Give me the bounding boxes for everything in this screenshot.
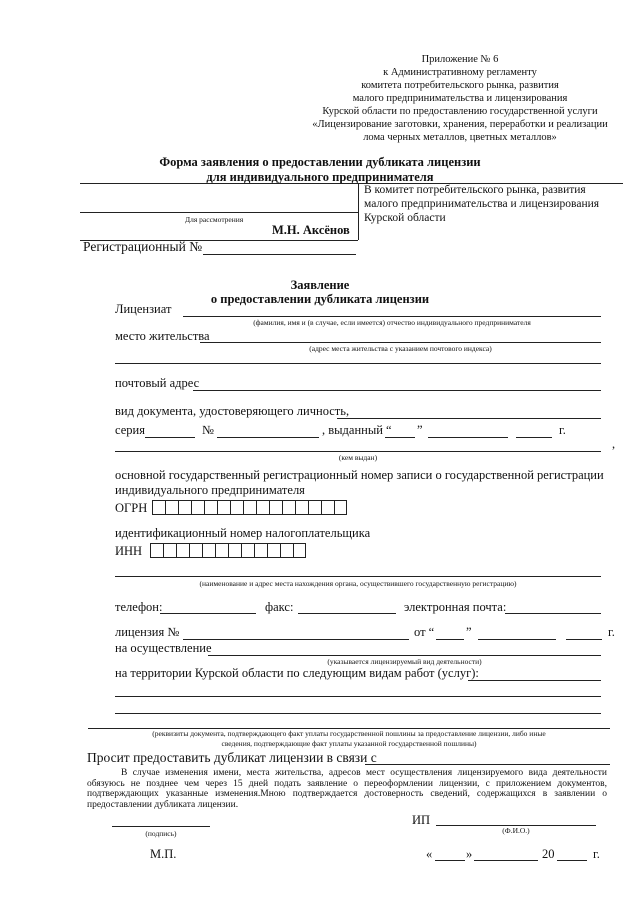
appendix-line: «Лицензирование заготовки, хранения, переработки и реализации [312, 119, 608, 130]
number-line[interactable] [217, 437, 319, 438]
payment-caption: (реквизиты документа, подтверждающего факт уплаты государственной пошлины за предоставление лицензии, либо иные [152, 729, 546, 738]
reg-authority-line[interactable] [115, 576, 601, 577]
activity-caption: (указывается лицензируемый вид деятельности) [327, 657, 482, 666]
form-subtitle: для индивидуального предпринимателя [206, 170, 434, 184]
email-line[interactable] [505, 613, 601, 614]
appendix-line: Курской области по предоставлению государственной услуги [322, 106, 598, 117]
date-year-suffix: г. [593, 847, 600, 861]
ogrn-cell[interactable] [178, 500, 191, 515]
ogrn-cell[interactable] [295, 500, 308, 515]
payment-caption: сведения, подтверждающие факт уплаты указанной государственной пошлины) [221, 739, 477, 748]
phone-line[interactable] [160, 613, 256, 614]
license-day-line[interactable] [436, 639, 464, 640]
email-label: электронная почта: [404, 600, 507, 614]
territory-line[interactable] [468, 680, 601, 681]
date-day-line[interactable] [435, 860, 465, 861]
postal-label: почтовый адрес [115, 376, 200, 390]
statement-title: Заявление [290, 278, 350, 292]
inn-cell[interactable] [189, 543, 202, 558]
inn-cell[interactable] [293, 543, 306, 558]
ogrn-cell[interactable] [243, 500, 256, 515]
license-year: г. [608, 625, 615, 639]
territory-line-2[interactable] [115, 696, 601, 697]
ip-label: ИП [412, 813, 431, 827]
issued-by-comma: , [612, 437, 616, 451]
inn-cell[interactable] [215, 543, 228, 558]
licensee-caption: (фамилия, имя и (в случае, если имеется) отчество индивидуального предпринимателя [253, 318, 531, 327]
fax-line[interactable] [298, 613, 396, 614]
id-doc-label: вид документа, удостоверяющего личность, [115, 404, 350, 418]
appendix-line: комитета потребительского рынка, развития [361, 80, 559, 91]
activity-line[interactable] [208, 655, 601, 656]
license-number-line[interactable] [183, 639, 409, 640]
ogrn-cell[interactable] [165, 500, 178, 515]
request-label: Просит предоставить дубликат лицензии в связи с [87, 750, 377, 765]
issued-day-line[interactable] [385, 437, 415, 438]
appendix-line: малого предпринимательства и лицензирования [352, 93, 568, 104]
ogrn-cell[interactable] [334, 500, 347, 515]
consideration-label: Для рассмотрения [185, 215, 244, 224]
territory-line-3[interactable] [115, 713, 601, 714]
signature-caption: (подпись) [145, 829, 177, 838]
request-line[interactable] [365, 764, 610, 765]
issued-label: , выданный “ [322, 423, 392, 437]
issued-by-caption: (кем выдан) [338, 453, 378, 462]
postal-line[interactable] [193, 390, 601, 391]
appendix-line: лома черных металлов, цветных металлов» [363, 132, 557, 143]
inn-cell[interactable] [176, 543, 189, 558]
form-title: Форма заявления о предоставлении дубликата лицензии [159, 155, 481, 169]
ogrn-cell[interactable] [321, 500, 334, 515]
registration-number-line[interactable] [203, 254, 356, 255]
inn-cell[interactable] [228, 543, 241, 558]
ogrn-cell[interactable] [256, 500, 269, 515]
addressee-line: малого предпринимательства и лицензирования [364, 198, 600, 210]
ogrn-cell[interactable] [152, 500, 165, 515]
issued-year-suffix: г. [559, 423, 566, 437]
licensee-line[interactable] [183, 316, 601, 317]
inn-cell[interactable] [267, 543, 280, 558]
inn-cell[interactable] [241, 543, 254, 558]
residence-label: место жительства [115, 329, 210, 343]
series-line[interactable] [145, 437, 195, 438]
inn-text: идентификационный номер налогоплательщика [115, 526, 371, 540]
id-doc-line[interactable] [337, 418, 601, 419]
inn-cells[interactable] [150, 543, 306, 558]
license-label: лицензия № [115, 625, 180, 639]
inn-cell[interactable] [254, 543, 267, 558]
issued-year-line[interactable] [516, 437, 552, 438]
issued-month-line[interactable] [428, 437, 508, 438]
residence-line[interactable] [200, 342, 601, 343]
issued-quote-close: ” [417, 423, 423, 437]
ogrn-label: ОГРН [115, 501, 148, 515]
series-label: серия [115, 423, 145, 437]
inn-cell[interactable] [202, 543, 215, 558]
inn-cell[interactable] [280, 543, 293, 558]
date-month-line[interactable] [474, 860, 538, 861]
license-from: от “ [414, 625, 435, 639]
licensee-label: Лицензиат [115, 302, 172, 316]
license-month-line[interactable] [478, 639, 556, 640]
signature-line[interactable] [112, 826, 210, 827]
addressee-line: Курской области [364, 212, 446, 224]
official-name: М.Н. Аксёнов [272, 223, 350, 237]
appendix-line: Приложение № 6 [421, 54, 499, 65]
ogrn-text: индивидуального предпринимателя [115, 483, 305, 497]
territory-label: на территории Курской области по следующим видам работ (услуг): [115, 666, 479, 680]
addressee-line: В комитет потребительского рынка, развития [364, 184, 586, 196]
inn-cell[interactable] [163, 543, 176, 558]
appendix-line: к Административному регламенту [383, 67, 537, 78]
license-quote-close: ” [466, 625, 472, 639]
ogrn-cell[interactable] [217, 500, 230, 515]
reg-authority-caption: (наименование и адрес места нахождения органа, осуществившего государственную регистрацию) [199, 579, 517, 588]
residence-caption: (адрес места жительства с указанием почтового индекса) [309, 344, 492, 353]
fio-caption: (Ф.И.О.) [502, 826, 530, 835]
date-quote-close: » [466, 847, 473, 861]
ogrn-cell[interactable] [308, 500, 321, 515]
number-label: № [202, 423, 214, 437]
ogrn-cell[interactable] [282, 500, 295, 515]
registration-number-label: Регистрационный № [83, 239, 203, 254]
license-year-line[interactable] [566, 639, 602, 640]
ogrn-text: основной государственный регистрационный номер записи о государственной регистрации [115, 468, 604, 482]
issued-by-line[interactable] [115, 451, 601, 452]
activity-label: на осуществление [115, 641, 212, 655]
ogrn-cell[interactable] [204, 500, 217, 515]
statement-subtitle: о предоставлении дубликата лицензии [210, 292, 430, 306]
ogrn-cell[interactable] [230, 500, 243, 515]
phone-label: телефон: [115, 600, 163, 614]
inn-cell[interactable] [150, 543, 163, 558]
date-quote-open: « [426, 847, 433, 861]
stamp-label: М.П. [150, 847, 177, 861]
inn-label: ИНН [115, 544, 143, 558]
date-year-line[interactable] [557, 860, 587, 861]
residence-line-2[interactable] [115, 363, 601, 364]
fax-label: факс: [265, 600, 294, 614]
notice-paragraph: В случае изменения имени, места жительства, адресов мест осуществления лицензируемого вида деятельности обязуюсь не позднее чем через 15 дней подать заявление о переоформлении лицензии, с приложением документов, подтверждающих указанные изменения.Мною подтверждается достоверность сведений, содержащихся в заявлении о предоставлении дубликата лицензии. [87, 768, 607, 810]
ogrn-cells[interactable] [152, 500, 347, 515]
date-year-prefix: 20 [542, 847, 555, 861]
ogrn-cell[interactable] [191, 500, 204, 515]
ogrn-cell[interactable] [269, 500, 282, 515]
